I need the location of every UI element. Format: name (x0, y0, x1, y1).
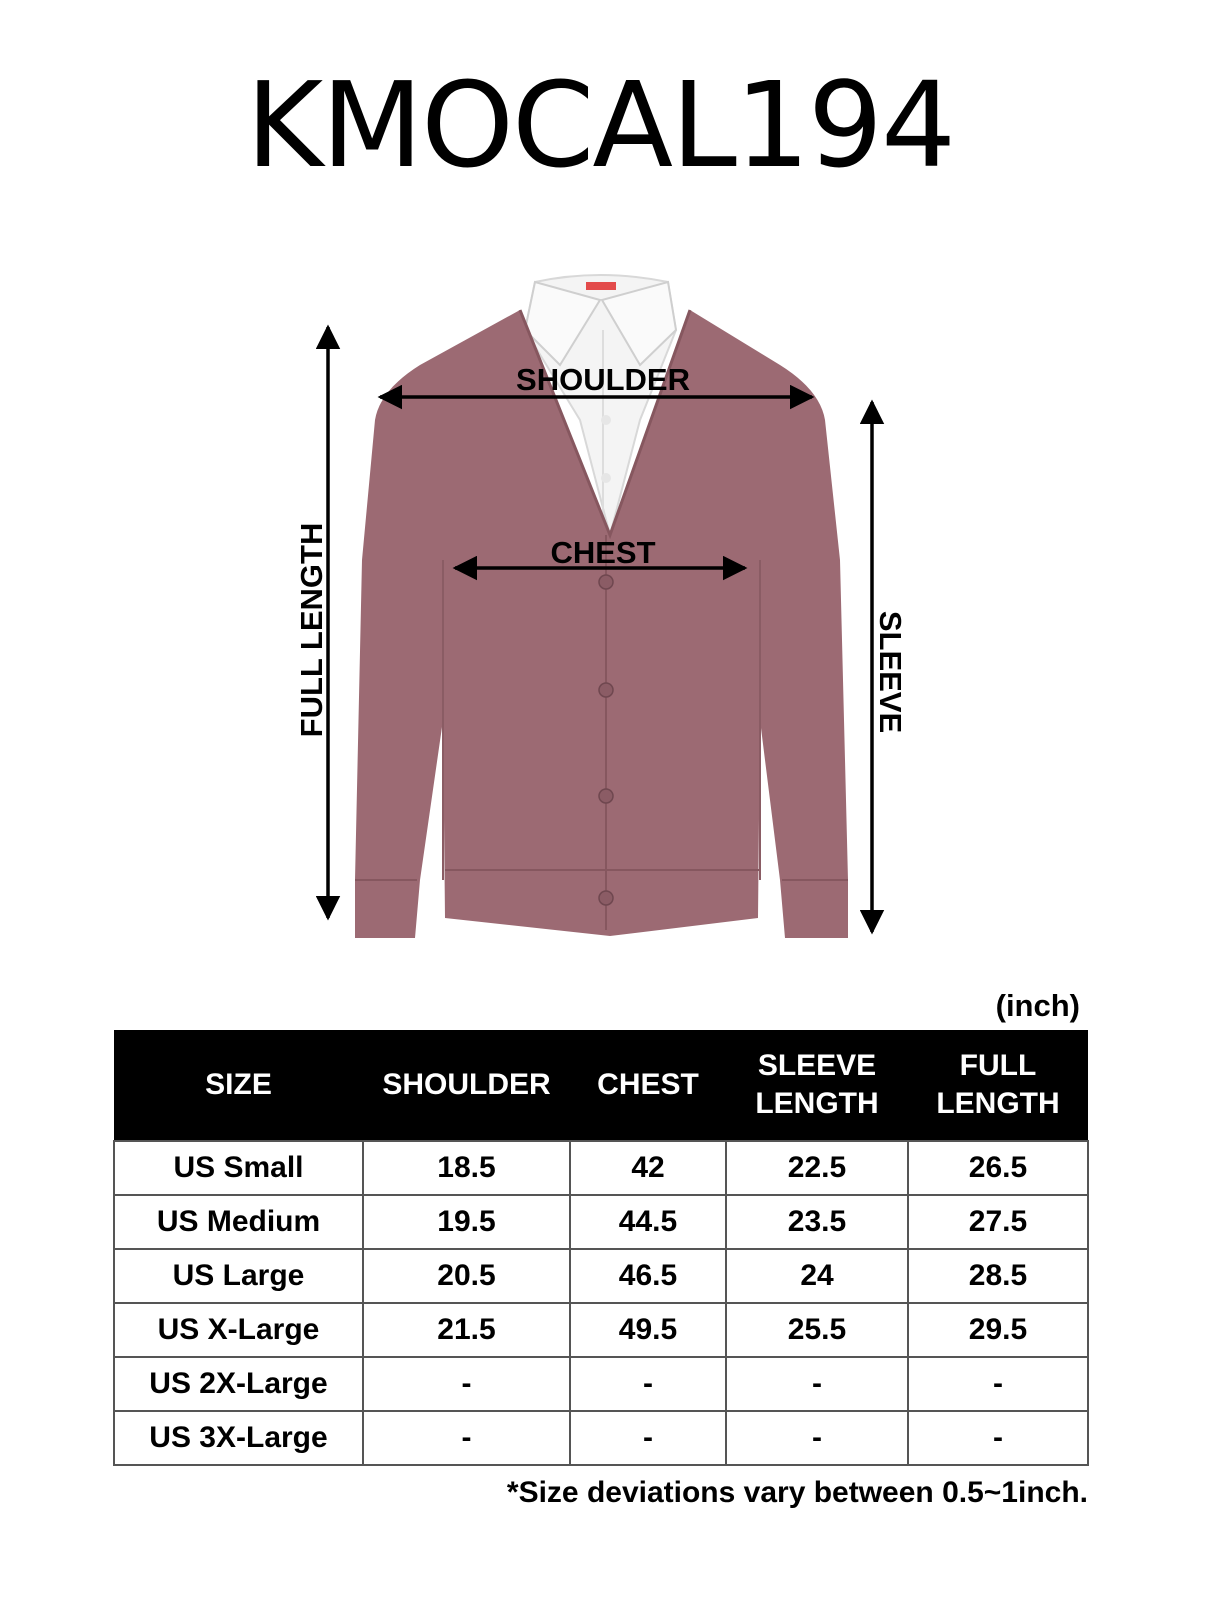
measurement-cell: - (363, 1411, 570, 1465)
column-header-line: FULL (959, 1049, 1037, 1082)
table-row (114, 1303, 1088, 1357)
button-icon (599, 891, 613, 905)
measurement-cell: 20.5 (363, 1249, 570, 1303)
measurement-cell: - (908, 1411, 1088, 1465)
measurement-cell: 22.5 (726, 1141, 908, 1195)
button-icon (599, 683, 613, 697)
column-header-line: SHOULDER (382, 1068, 551, 1101)
table-row (114, 1195, 1088, 1249)
sleeve-label: SLEEVE (873, 610, 908, 734)
measurement-cell: - (908, 1357, 1088, 1411)
measurement-cell: 44.5 (570, 1195, 726, 1249)
table-row (114, 1249, 1088, 1303)
column-header (114, 1030, 363, 1141)
column-header-line: LENGTH (936, 1087, 1060, 1120)
measurement-cell: 25.5 (726, 1303, 908, 1357)
measurement-cell: - (363, 1357, 570, 1411)
table-row (114, 1411, 1088, 1465)
measurement-cell: 26.5 (908, 1141, 1088, 1195)
column-header (726, 1030, 908, 1141)
size-chart-table (113, 1030, 1089, 1466)
measurement-cell: 19.5 (363, 1195, 570, 1249)
measurement-cell: 23.5 (726, 1195, 908, 1249)
full-length-label: FULL LENGTH (294, 522, 329, 738)
size-name-cell: US Medium (114, 1195, 363, 1249)
measurement-cell: 42 (570, 1141, 726, 1195)
column-header-line: LENGTH (755, 1087, 879, 1120)
product-title: KMOCAL194 (245, 56, 955, 194)
column-header-line: SLEEVE (757, 1049, 877, 1082)
column-header (908, 1030, 1088, 1141)
measurement-cell: 46.5 (570, 1249, 726, 1303)
measurement-cell: 49.5 (570, 1303, 726, 1357)
table-row (114, 1357, 1088, 1411)
measurement-cell: - (570, 1411, 726, 1465)
unit-label: (inch) (995, 988, 1080, 1023)
table-row (114, 1141, 1088, 1195)
size-name-cell: US 2X-Large (114, 1357, 363, 1411)
size-name-cell: US 3X-Large (114, 1411, 363, 1465)
size-deviation-note: *Size deviations vary between 0.5~1inch. (506, 1476, 1088, 1509)
column-header-line: CHEST (597, 1068, 699, 1101)
table-header-row (114, 1030, 1088, 1141)
button-icon (599, 789, 613, 803)
size-name-cell: US Large (114, 1249, 363, 1303)
measurement-cell: 21.5 (363, 1303, 570, 1357)
chest-label: CHEST (550, 535, 656, 570)
shirt-tag (586, 282, 616, 290)
measurement-cell: 18.5 (363, 1141, 570, 1195)
size-name-cell: US Small (114, 1141, 363, 1195)
column-header-line: SIZE (205, 1068, 272, 1101)
measurement-cell: - (570, 1357, 726, 1411)
size-name-cell: US X-Large (114, 1303, 363, 1357)
shoulder-label: SHOULDER (516, 362, 690, 397)
measurement-cell: 29.5 (908, 1303, 1088, 1357)
button-icon (599, 575, 613, 589)
measurement-cell: 28.5 (908, 1249, 1088, 1303)
measurement-cell: 27.5 (908, 1195, 1088, 1249)
measurement-cell: - (726, 1411, 908, 1465)
measurement-cell: 24 (726, 1249, 908, 1303)
column-header (570, 1030, 726, 1141)
measurement-cell: - (726, 1357, 908, 1411)
column-header (363, 1030, 570, 1141)
